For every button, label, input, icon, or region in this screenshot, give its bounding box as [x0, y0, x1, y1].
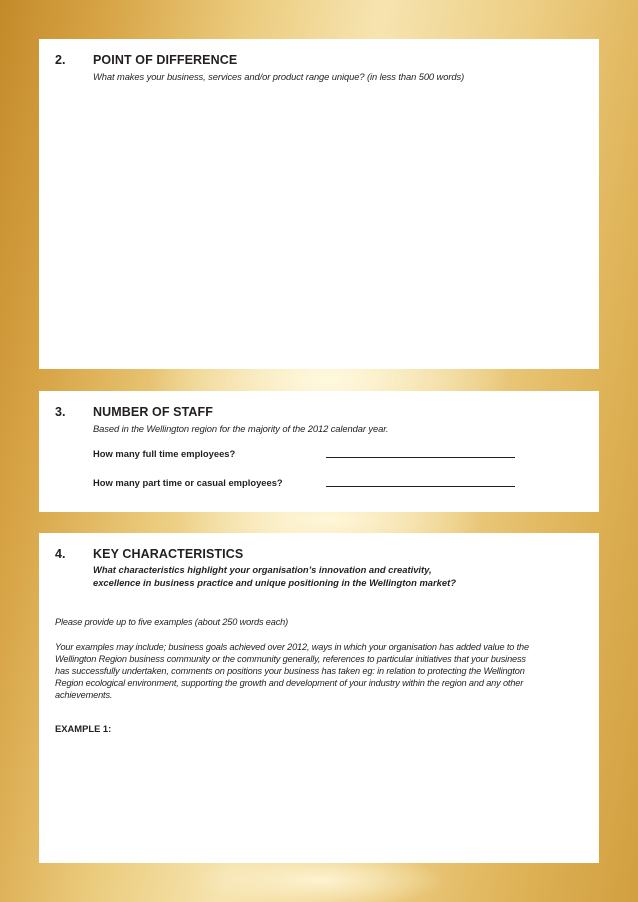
paragraph-line: achievements.	[55, 690, 113, 700]
question-line: excellence in business practice and unique positioning in the Wellington market?	[93, 577, 456, 588]
example-answer-area[interactable]	[55, 739, 583, 851]
section-title: POINT OF DIFFERENCE	[93, 53, 238, 67]
answer-area[interactable]	[55, 91, 583, 357]
key-characteristics-panel	[39, 533, 599, 863]
section-title: NUMBER OF STAFF	[93, 405, 214, 419]
question-line: What characteristics highlight your organisation’s innovation and creativity,	[93, 564, 432, 575]
section-number: 3.	[55, 405, 66, 419]
paragraph-line: has successfully undertaken, comments on positions your business has taken eg: in relation to protecting the Wellington	[55, 666, 525, 676]
instruction-text: Please provide up to five examples (about 250 words each)	[55, 617, 289, 627]
part-time-label: How many part time or casual employees?	[93, 477, 283, 488]
paragraph-line: Region ecological environment, supporting the growth and development of your industry within the region and any other	[55, 678, 524, 688]
example-label: EXAMPLE 1:	[55, 723, 112, 734]
section-subtitle: What makes your business, services and/or product range unique? (in less than 500 words)	[93, 71, 465, 82]
section-subtitle: Based in the Wellington region for the majority of the 2012 calendar year.	[93, 423, 389, 434]
paragraph-line: Your examples may include; business goals achieved over 2012, ways in which your organisation has added value to the	[55, 642, 529, 652]
full-time-label: How many full time employees?	[93, 448, 236, 459]
section-title: KEY CHARACTERISTICS	[93, 547, 244, 561]
examples-paragraph	[55, 641, 585, 701]
paragraph-line: Wellington Region business community or the community generally, references to particular initiatives that your business	[55, 654, 526, 664]
number-of-staff-panel	[39, 391, 599, 512]
point-of-difference-panel	[39, 39, 599, 369]
section-number: 4.	[55, 547, 66, 561]
section-question	[93, 563, 573, 589]
part-time-field[interactable]	[326, 486, 515, 487]
full-time-field[interactable]	[326, 457, 515, 458]
section-number: 2.	[55, 53, 66, 67]
